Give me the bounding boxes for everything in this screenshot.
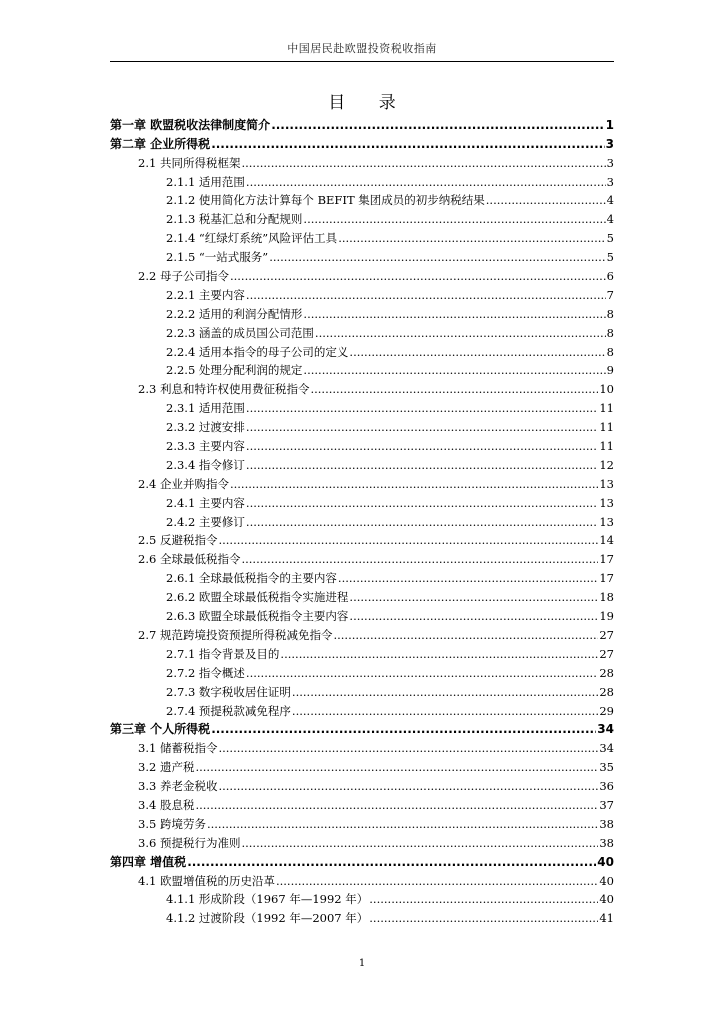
toc-entry-page: 9 (606, 363, 614, 378)
dot-leader (280, 646, 598, 662)
toc-entry-label: 第一章 欧盟税收法律制度简介 (110, 117, 271, 132)
toc-entry[interactable] (110, 794, 614, 813)
toc-entry-label: 2.6 全球最低税指令 (138, 552, 241, 567)
dot-leader (241, 835, 598, 851)
dot-leader (246, 457, 598, 473)
toc-entry[interactable] (110, 511, 614, 530)
toc-entry[interactable] (110, 605, 614, 624)
toc-entry-page: 6 (606, 269, 614, 284)
toc-entry-label: 3.5 跨境劳务 (138, 816, 206, 831)
toc-entry[interactable] (110, 530, 614, 549)
toc-entry-page: 8 (606, 344, 614, 359)
dot-leader (269, 249, 605, 265)
toc-entry-page: 13 (599, 476, 614, 491)
toc-entry[interactable] (110, 548, 614, 567)
toc-entry[interactable] (110, 303, 614, 322)
toc-entry-page: 36 (599, 779, 614, 794)
toc-entry-page: 14 (599, 533, 614, 548)
toc-entry-label: 2.3.2 过渡安排 (166, 420, 245, 435)
dot-leader (218, 778, 598, 794)
table-of-contents (110, 114, 614, 926)
toc-entry-label: 第三章 个人所得税 (110, 722, 211, 737)
toc-entry-page: 38 (599, 835, 614, 850)
toc-entry-label: 2.7 规范跨境投资预提所得税减免指令 (138, 627, 333, 642)
toc-entry-page: 37 (599, 797, 614, 812)
toc-entry[interactable] (110, 454, 614, 473)
toc-entry[interactable] (110, 737, 614, 756)
toc-entry[interactable] (110, 492, 614, 511)
dot-leader (246, 438, 598, 454)
toc-entry-label: 2.4.2 主要修订 (166, 514, 245, 529)
toc-entry-label: 2.2.4 适用本指令的母子公司的定义 (166, 344, 349, 359)
toc-entry-page: 40 (599, 892, 614, 907)
dot-leader (246, 174, 606, 190)
toc-chapter-entry[interactable] (110, 133, 614, 152)
toc-entry-label: 第二章 企业所得税 (110, 136, 211, 151)
toc-entry[interactable] (110, 907, 614, 926)
toc-entry-page: 5 (606, 250, 614, 265)
toc-entry-page: 17 (599, 571, 614, 586)
dot-leader (369, 910, 598, 926)
toc-entry-page: 19 (599, 609, 614, 624)
toc-entry[interactable] (110, 681, 614, 700)
toc-entry-page: 34 (599, 741, 614, 756)
toc-entry-page: 10 (599, 382, 614, 397)
toc-entry-label: 2.3.1 适用范围 (166, 401, 245, 416)
toc-entry-label: 2.2 母子公司指令 (138, 269, 229, 284)
toc-entry-label: 2.3.3 主要内容 (166, 439, 245, 454)
dot-leader (276, 873, 598, 889)
toc-entry-page: 17 (599, 552, 614, 567)
toc-entry-label: 2.2.5 处理分配利润的规定 (166, 363, 303, 378)
toc-entry[interactable] (110, 378, 614, 397)
toc-entry[interactable] (110, 813, 614, 832)
toc-entry-label: 2.1.1 适用范围 (166, 174, 245, 189)
toc-entry[interactable] (110, 227, 614, 246)
toc-entry[interactable] (110, 208, 614, 227)
toc-entry-label: 2.6.1 全球最低税指令的主要内容 (166, 571, 337, 586)
toc-entry[interactable] (110, 322, 614, 341)
toc-entry[interactable] (110, 360, 614, 379)
toc-entry-page: 12 (599, 457, 614, 472)
toc-entry-label: 第四章 增值税 (110, 854, 187, 869)
toc-entry-page: 27 (599, 646, 614, 661)
toc-entry[interactable] (110, 473, 614, 492)
toc-entry-label: 2.7.3 数字税收居住证明 (166, 684, 291, 699)
toc-entry[interactable] (110, 624, 614, 643)
toc-entry-label: 2.6.3 欧盟全球最低税指令主要内容 (166, 609, 349, 624)
toc-entry[interactable] (110, 246, 614, 265)
toc-entry-page: 11 (599, 401, 614, 416)
toc-entry[interactable] (110, 171, 614, 190)
toc-entry-label: 2.1.2 使用简化方法计算每个 BEFIT 集团成员的初步纳税结果 (166, 193, 485, 208)
toc-entry[interactable] (110, 190, 614, 209)
toc-entry-page: 38 (599, 816, 614, 831)
toc-entry-page: 13 (599, 495, 614, 510)
dot-leader (211, 136, 604, 152)
toc-entry-label: 2.1.4 “红绿灯系统”风险评估工具 (166, 231, 338, 246)
dot-leader (230, 476, 598, 492)
dot-leader (211, 721, 596, 737)
running-header: 中国居民赴欧盟投资税收指南 (287, 42, 437, 55)
toc-entry-page: 7 (606, 287, 614, 302)
toc-entry-page: 4 (606, 193, 614, 208)
dot-leader (303, 362, 605, 378)
toc-entry-label: 2.1.5 “一站式服务” (166, 250, 269, 265)
dot-leader (218, 532, 598, 548)
dot-leader (303, 211, 605, 227)
toc-entry[interactable] (110, 416, 614, 435)
toc-entry-label: 2.7.1 指令背景及目的 (166, 646, 280, 661)
toc-entry-label: 3.3 养老金税收 (138, 779, 218, 794)
toc-entry-label: 2.4 企业并购指令 (138, 476, 229, 491)
dot-leader (292, 684, 598, 700)
toc-entry-page: 3 (605, 136, 614, 151)
toc-entry-page: 41 (599, 911, 614, 926)
toc-entry-label: 2.2.2 适用的利润分配情形 (166, 306, 303, 321)
dot-leader (195, 759, 598, 775)
toc-entry-page: 8 (606, 306, 614, 321)
dot-leader (338, 570, 598, 586)
toc-entry[interactable] (110, 586, 614, 605)
toc-entry-page: 3 (606, 174, 614, 189)
toc-entry[interactable] (110, 567, 614, 586)
toc-entry[interactable] (110, 152, 614, 171)
toc-entry-label: 2.2.3 涵盖的成员国公司范围 (166, 325, 314, 340)
toc-entry-label: 2.5 反避税指令 (138, 533, 218, 548)
dot-leader (246, 400, 598, 416)
toc-entry-label: 2.1.3 税基汇总和分配规则 (166, 212, 303, 227)
toc-entry[interactable] (110, 775, 614, 794)
toc-entry-label: 2.7.2 指令概述 (166, 665, 245, 680)
toc-entry[interactable] (110, 889, 614, 908)
dot-leader (349, 344, 605, 360)
toc-entry[interactable] (110, 341, 614, 360)
toc-entry-label: 2.6.2 欧盟全球最低税指令实施进程 (166, 590, 349, 605)
dot-leader (292, 703, 598, 719)
toc-entry[interactable] (110, 397, 614, 416)
dot-leader (271, 117, 604, 133)
toc-entry-page: 4 (606, 212, 614, 227)
dot-leader (207, 816, 598, 832)
toc-entry[interactable] (110, 643, 614, 662)
toc-chapter-entry[interactable] (110, 114, 614, 133)
toc-entry-label: 2.3 利息和特许权使用费征税指令 (138, 382, 310, 397)
toc-entry-page: 40 (599, 873, 614, 888)
dot-leader (187, 854, 596, 870)
toc-entry-label: 2.3.4 指令修订 (166, 457, 245, 472)
toc-entry-page: 8 (606, 325, 614, 340)
dot-leader (246, 514, 598, 530)
dot-leader (218, 740, 598, 756)
toc-entry-label: 4.1 欧盟增值税的历史沿革 (138, 873, 275, 888)
dot-leader (246, 665, 598, 681)
toc-entry-label: 2.7.4 预提税款减免程序 (166, 703, 291, 718)
toc-entry-page: 27 (599, 627, 614, 642)
dot-leader (315, 325, 606, 341)
toc-entry[interactable] (110, 756, 614, 775)
dot-leader (349, 608, 598, 624)
dot-leader (310, 381, 598, 397)
toc-entry-page: 11 (599, 420, 614, 435)
toc-entry-label: 4.1.2 过渡阶段（1992 年—2007 年） (166, 911, 369, 926)
toc-entry-page: 34 (597, 722, 614, 737)
dot-leader (333, 627, 598, 643)
toc-entry-page: 29 (599, 703, 614, 718)
toc-entry-page: 40 (597, 854, 614, 869)
dot-leader (195, 797, 598, 813)
toc-entry-label: 3.4 股息税 (138, 797, 195, 812)
toc-entry-label: 3.1 储蓄税指令 (138, 741, 218, 756)
toc-entry-page: 11 (599, 439, 614, 454)
dot-leader (338, 230, 605, 246)
toc-entry[interactable] (110, 870, 614, 889)
toc-chapter-entry[interactable] (110, 851, 614, 870)
toc-entry[interactable] (110, 265, 614, 284)
toc-entry-page: 35 (599, 760, 614, 775)
dot-leader (241, 551, 598, 567)
dot-leader (369, 891, 598, 907)
toc-entry-page: 28 (599, 665, 614, 680)
toc-entry[interactable] (110, 700, 614, 719)
toc-title: 目 录 (328, 93, 410, 113)
dot-leader (246, 419, 598, 435)
toc-entry-page: 13 (599, 514, 614, 529)
dot-leader (230, 268, 606, 284)
toc-entry-page: 3 (606, 155, 614, 170)
dot-leader (303, 306, 605, 322)
toc-entry[interactable] (110, 435, 614, 454)
toc-entry[interactable] (110, 832, 614, 851)
dot-leader (246, 287, 606, 303)
toc-entry-page: 5 (606, 231, 614, 246)
toc-entry-label: 3.2 遗产税 (138, 760, 195, 775)
toc-entry[interactable] (110, 284, 614, 303)
dot-leader (246, 495, 598, 511)
toc-entry-label: 2.2.1 主要内容 (166, 287, 245, 302)
dot-leader (486, 192, 606, 208)
toc-entry-label: 3.6 预提税行为准则 (138, 835, 241, 850)
toc-entry[interactable] (110, 662, 614, 681)
dot-leader (241, 155, 605, 171)
toc-entry-page: 1 (605, 117, 614, 132)
toc-entry-page: 28 (599, 684, 614, 699)
page-number: 1 (358, 958, 366, 969)
toc-entry-label: 4.1.1 形成阶段（1967 年—1992 年） (166, 892, 369, 907)
header-divider (110, 61, 614, 62)
toc-entry-page: 18 (599, 590, 614, 605)
dot-leader (349, 589, 598, 605)
toc-chapter-entry[interactable] (110, 719, 614, 738)
toc-entry-label: 2.4.1 主要内容 (166, 495, 245, 510)
toc-entry-label: 2.1 共同所得税框架 (138, 155, 241, 170)
